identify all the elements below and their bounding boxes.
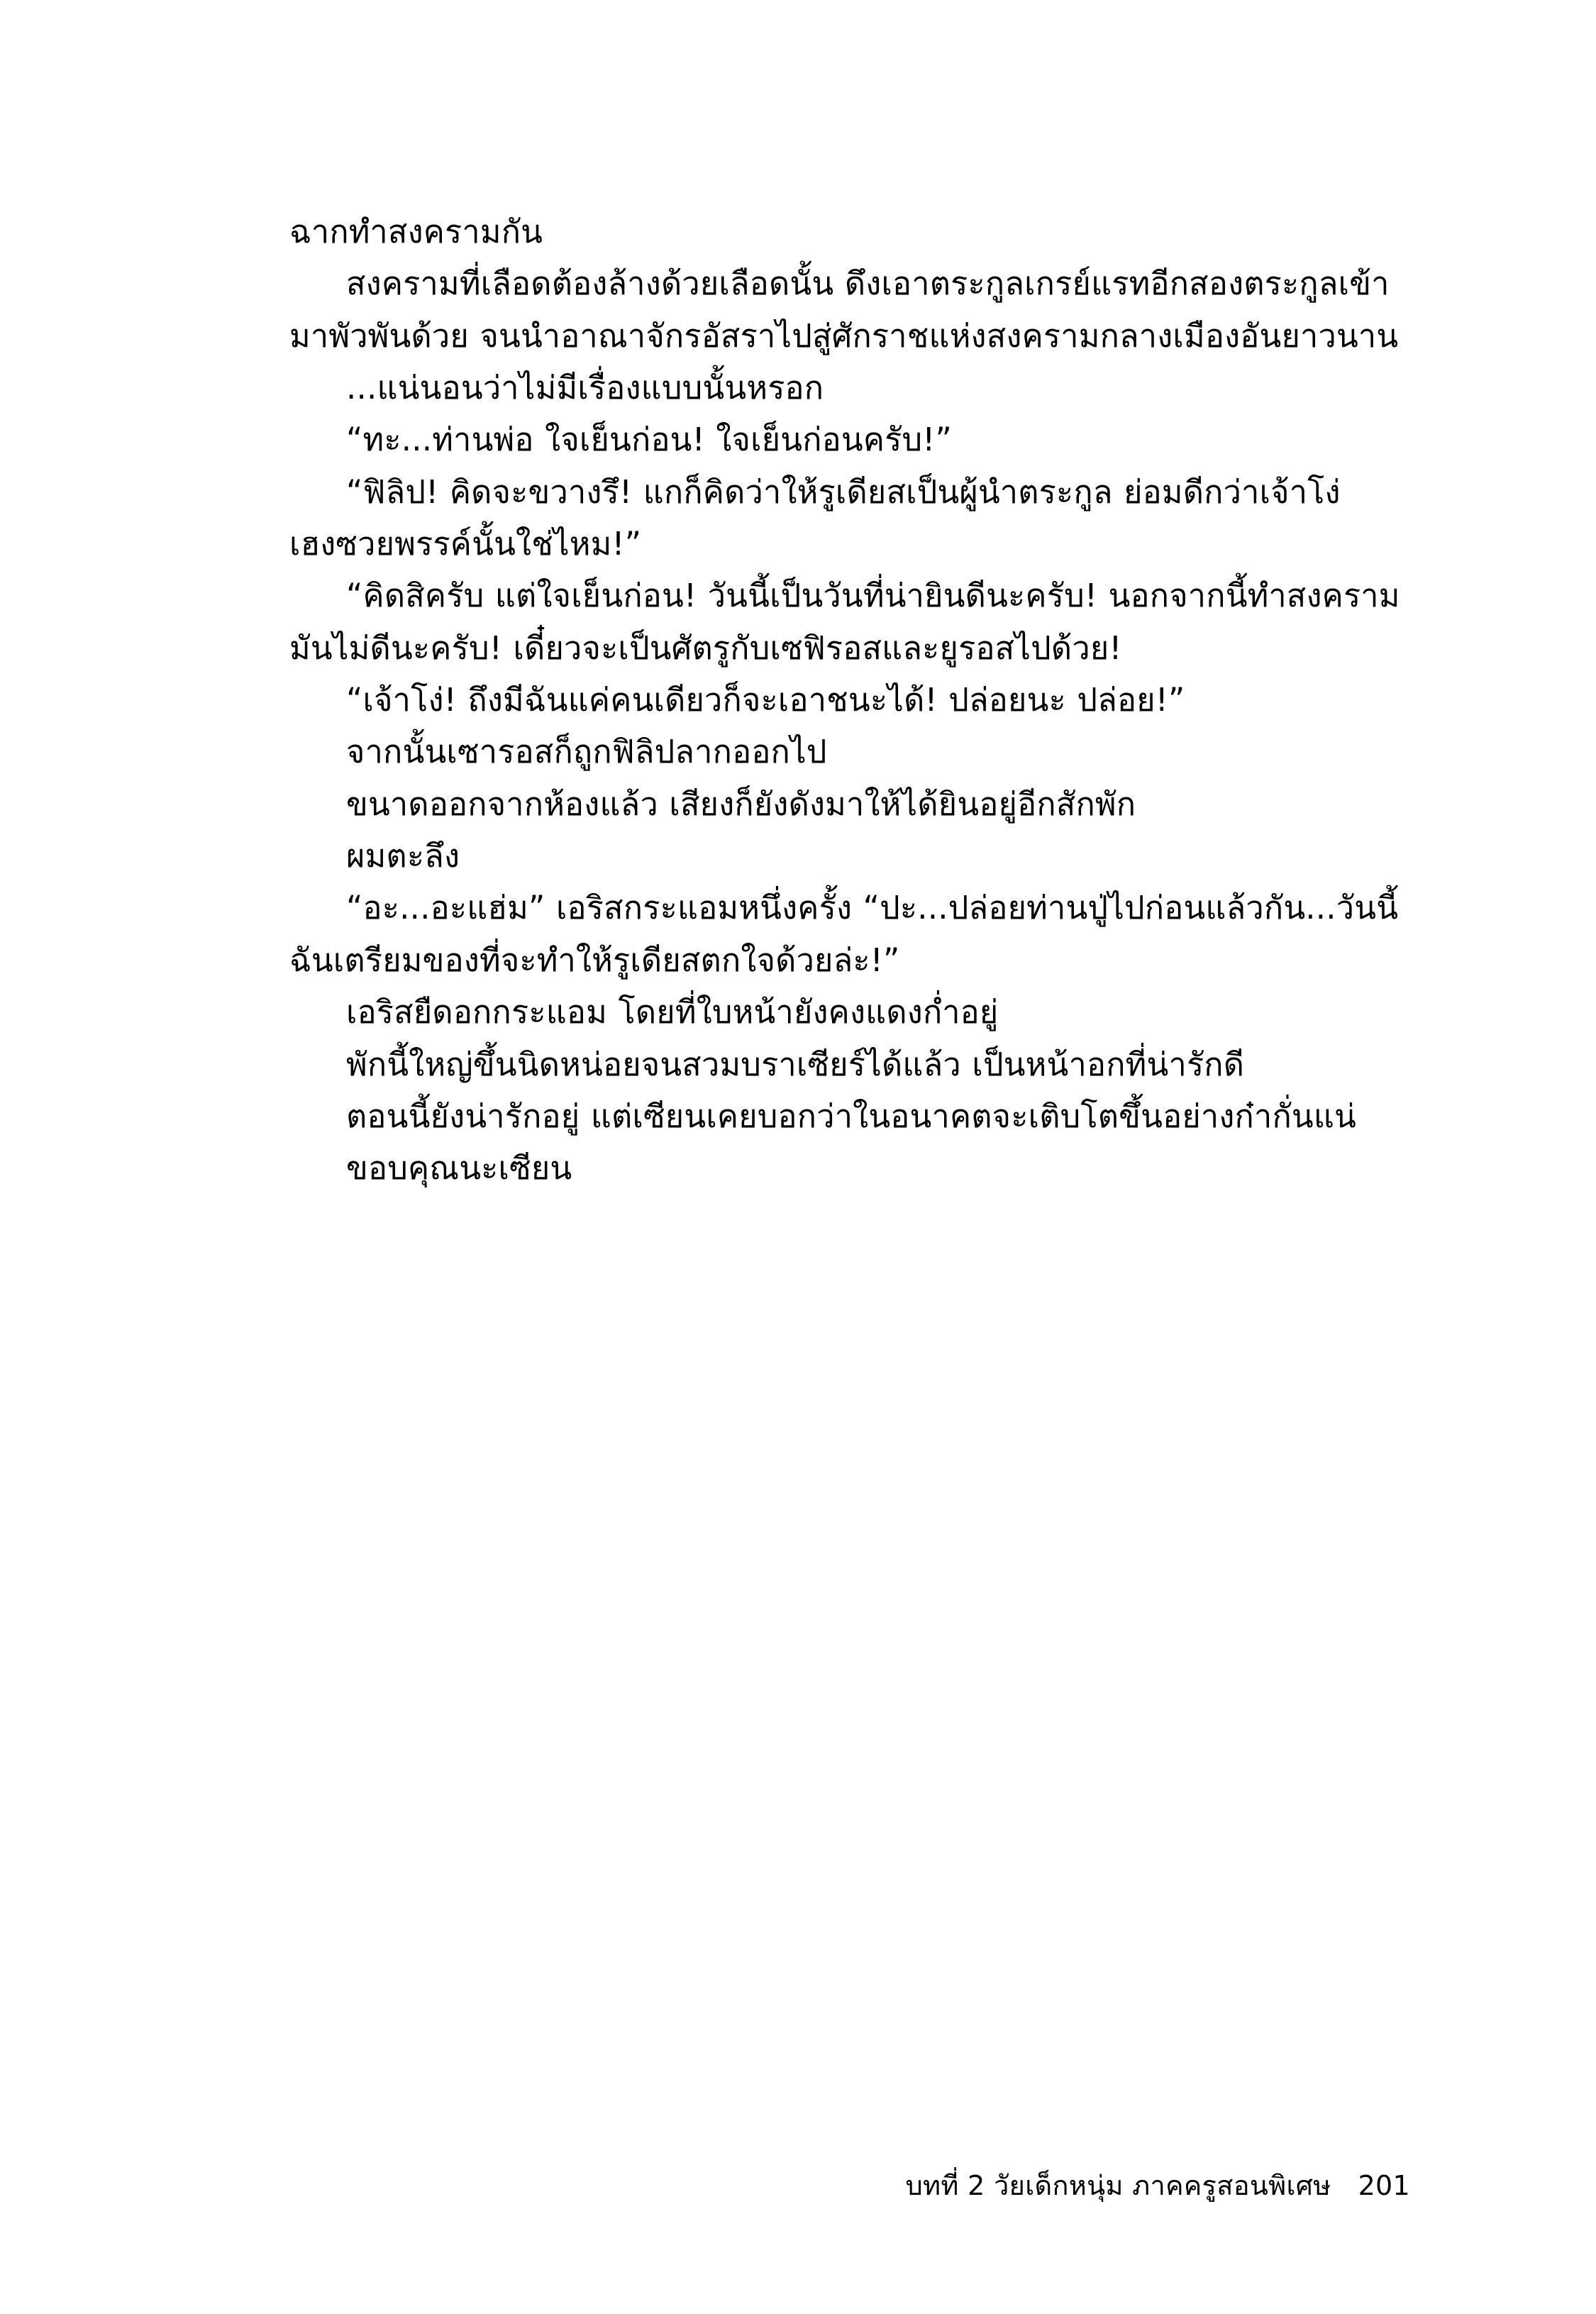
paragraph: พักนี้ใหญ่ขึ้นนิดหน่อยจนสวมบราเซียร์ได้แล้ว เป็นหน้าอกที่น่ารักดี <box>346 1045 1245 1083</box>
paragraph: “ทะ...ท่านพ่อ ใจเย็นก่อน! ใจเย็นก่อนครับ!” <box>346 421 953 459</box>
paragraph: ผมตะลึง <box>346 837 460 875</box>
paragraph: เอริสยืดอกกระแอม โดยที่ใบหน้ายังคงแดงก่ำอยู่ <box>346 993 999 1031</box>
paragraph: ขอบคุณนะเซียน <box>346 1149 572 1188</box>
paragraph: “คิดสิครับ แต่ใจเย็นก่อน! วันนี้เป็นวันที่น่ายินดีนะครับ! นอกจากนี้ทำสงครามมันไม่ดีนะครับ! เดี๋ยวจะเป็นศัตรูกับเซฟิรอสและยูรอสไปด้วย! <box>289 577 1400 667</box>
paragraph: “อะ...อะแฮ่ม” เอริสกระแอมหนึ่งครั้ง “ปะ...ปล่อยท่านปู่ไปก่อนแล้วกัน...วันนี้ฉันเตรียมของที่จะทำให้รูเดียสตกใจด้วยล่ะ!” <box>289 889 1399 979</box>
paragraph: ขนาดออกจากห้องแล้ว เสียงก็ยังดังมาให้ได้ยินอยู่อีกสักพัก <box>346 785 1136 823</box>
paragraph: “ฟิลิป! คิดจะขวางรึ! แกก็คิดว่าให้รูเดียสเป็นผู้นำตระกูล ย่อมดีกว่าเจ้าโง่เฮงซวยพรรค์นั้นใช่ไหม!” <box>289 472 1341 563</box>
paragraph: ...แน่นอนว่าไม่มีเรื่องแบบนั้นหรอก <box>346 369 824 407</box>
footer-chapter-title: บทที่ 2 วัยเด็กหนุ่ม ภาคครูสอนพิเศษ <box>905 2170 1331 2201</box>
page-body <box>289 206 1410 1195</box>
paragraph: “เจ้าโง่! ถึงมีฉันแค่คนเดียวก็จะเอาชนะได้! ปล่อยนะ ปล่อย!” <box>346 681 1185 719</box>
paragraph: ตอนนี้ยังน่ารักอยู่ แต่เซียนเคยบอกว่าในอนาคตจะเติบโตขึ้นอย่างก๋ากั่นแน่ <box>346 1097 1357 1135</box>
paragraph: สงครามที่เลือดต้องล้างด้วยเลือดนั้น ดึงเอาตระกูลเกรย์แรทอีกสองตระกูลเข้ามาพัวพันด้วย จนนำอาณาจักรอัสราไปสู่ศักราชแห่งสงครามกลางเมืองอันยาวนาน <box>289 265 1399 355</box>
paragraph: ฉากทำสงครามกัน <box>289 213 543 250</box>
paragraph: จากนั้นเซารอสก็ถูกฟิลิปลากออกไป <box>346 733 827 771</box>
footer-page-number: 201 <box>1358 2170 1410 2201</box>
page-footer <box>289 2164 1410 2207</box>
